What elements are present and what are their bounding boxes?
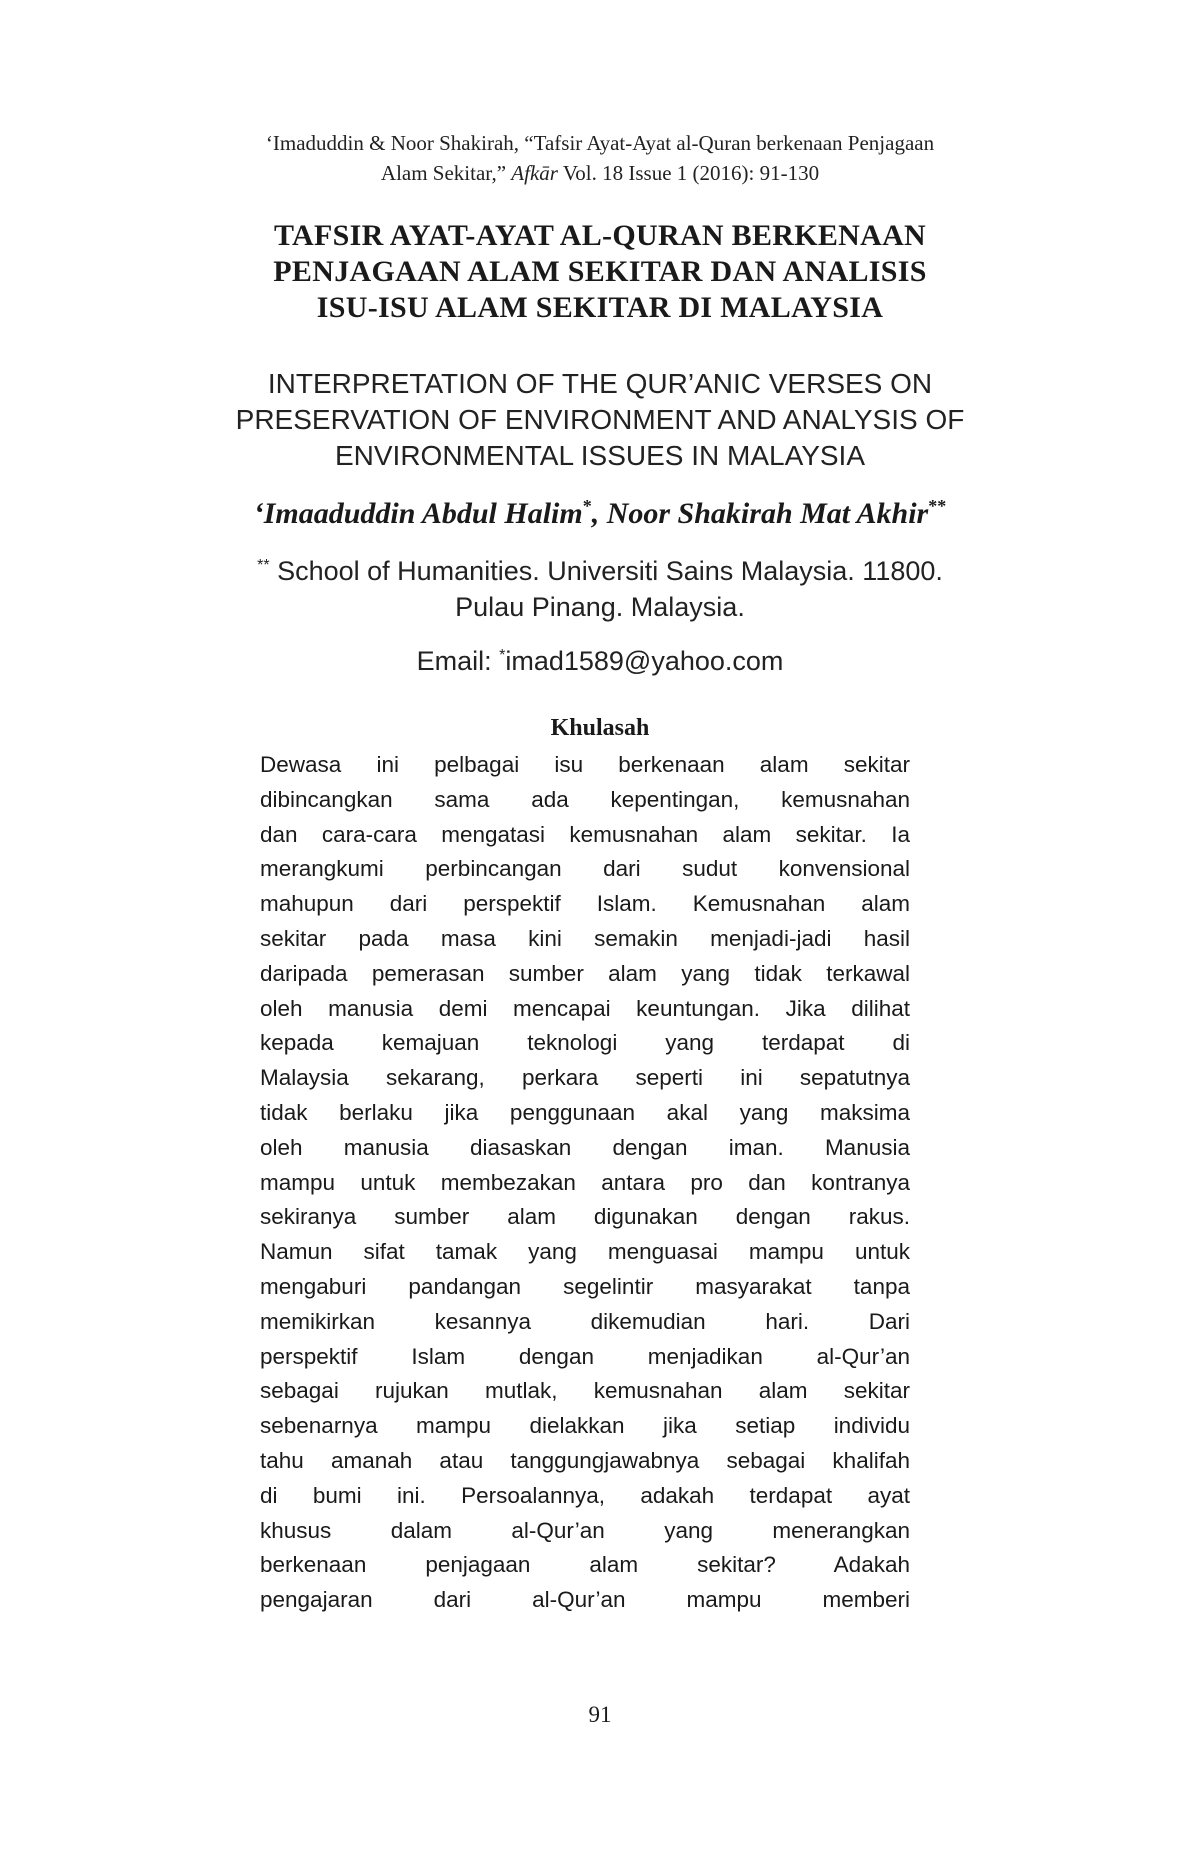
citation-line-2 — [150, 158, 1050, 188]
abstract-line: Namun sifat tamak yang menguasai mampu untuk — [260, 1239, 910, 1265]
citation-line-1: ‘Imaduddin & Noor Shakirah, “Tafsir Ayat-Ayat al-Quran berkenaan Penjagaan — [265, 131, 935, 155]
abstract-line: mengaburi pandangan segelintir masyarakat tanpa — [260, 1273, 910, 1299]
abstract-line: dan cara-cara mengatasi kemusnahan alam sekitar. Ia — [260, 821, 910, 847]
abstract-line: sekiranya sumber alam digunakan dengan rakus. — [260, 1204, 910, 1230]
abstract-line: pengajaran dari al-Qur’an mampu memberi — [260, 1587, 910, 1613]
citation-line-2-prefix: Alam Sekitar,” — [380, 161, 507, 185]
author-list — [150, 488, 1050, 532]
author-separator: , — [591, 497, 607, 530]
abstract-line: sebenarnya mampu dielakkan jika setiap individu — [260, 1413, 910, 1439]
title-english-line-1: INTERPRETATION OF THE QUR’ANIC VERSES ON — [267, 368, 933, 399]
affiliation-line-1-text: School of Humanities. Universiti Sains Malaysia. 11800. — [277, 556, 943, 586]
abstract-line: oleh manusia demi mencapai keuntungan. Jika dilihat — [260, 995, 910, 1021]
title-english-line-2: PRESERVATION OF ENVIRONMENT AND ANALYSIS OF — [235, 404, 965, 435]
abstract-body — [260, 748, 910, 1618]
affiliation — [200, 548, 1000, 625]
running-citation — [150, 128, 1050, 188]
title-english-line-3: ENVIRONMENTAL ISSUES IN MALAYSIA — [334, 440, 866, 471]
citation-line-2-suffix: Vol. 18 Issue 1 (2016): 91-130 — [562, 161, 820, 185]
abstract-line: daripada pemerasan sumber alam yang tidak terkawal — [260, 960, 910, 986]
abstract-line: memikirkan kesannya dikemudian hari. Dari — [260, 1308, 910, 1334]
journal-name: Afkār — [511, 161, 558, 185]
abstract-line: merangkumi perbincangan dari sudut konvensional — [260, 856, 910, 882]
abstract-line: mampu untuk membezakan antara pro dan kontranya — [260, 1169, 910, 1195]
email-label: Email: — [416, 646, 492, 676]
author-1: ‘Imaaduddin Abdul Halim — [253, 497, 583, 530]
abstract-line: tidak berlaku jika penggunaan akal yang maksima — [260, 1099, 910, 1125]
abstract-line: sekitar pada masa kini semakin menjadi-jadi hasil — [260, 925, 910, 951]
abstract-line: khusus dalam al-Qur’an yang menerangkan — [260, 1517, 910, 1543]
abstract-heading: Khulasah — [550, 715, 650, 741]
title-malay-line-3: ISU-ISU ALAM SEKITAR DI MALAYSIA — [316, 291, 884, 324]
abstract-line: dibincangkan sama ada kepentingan, kemusnahan — [260, 786, 910, 812]
affiliation-mark: ** — [257, 557, 270, 574]
affiliation-line-1 — [200, 548, 1000, 589]
abstract-line: perspektif Islam dengan menjadikan al-Qur’an — [260, 1343, 910, 1369]
abstract-line: di bumi ini. Persoalannya, adakah terdapat ayat — [260, 1482, 910, 1508]
email-address: imad1589@yahoo.com — [505, 646, 784, 676]
author-2-mark: ** — [928, 496, 947, 516]
email-line — [150, 638, 1050, 679]
title-english — [150, 366, 1050, 474]
affiliation-line-2: Pulau Pinang. Malaysia. — [455, 592, 745, 622]
author-2: Noor Shakirah Mat Akhir — [606, 497, 929, 530]
abstract-line: kepada kemajuan teknologi yang terdapat di — [260, 1030, 910, 1056]
title-malay-line-1: TAFSIR AYAT-AYAT AL-QURAN BERKENAAN — [273, 219, 927, 252]
page-number: 91 — [588, 1702, 612, 1727]
abstract-line: mahupun dari perspektif Islam. Kemusnahan alam — [260, 891, 910, 917]
abstract-line: tahu amanah atau tanggungjawabnya sebagai khalifah — [260, 1447, 910, 1473]
title-malay-line-2: PENJAGAAN ALAM SEKITAR DAN ANALISIS — [273, 255, 927, 288]
abstract-line: oleh manusia diasaskan dengan iman. Manusia — [260, 1134, 910, 1160]
author-1-mark: * — [582, 496, 592, 516]
abstract-line: Dewasa ini pelbagai isu berkenaan alam sekitar — [260, 752, 910, 777]
abstract-line: sebagai rujukan mutlak, kemusnahan alam sekitar — [260, 1378, 910, 1404]
abstract-line: berkenaan penjagaan alam sekitar? Adakah — [260, 1552, 910, 1578]
email-mark: * — [499, 647, 506, 664]
title-malay — [150, 218, 1050, 326]
abstract-line: Malaysia sekarang, perkara seperti ini sepatutnya — [260, 1065, 910, 1091]
